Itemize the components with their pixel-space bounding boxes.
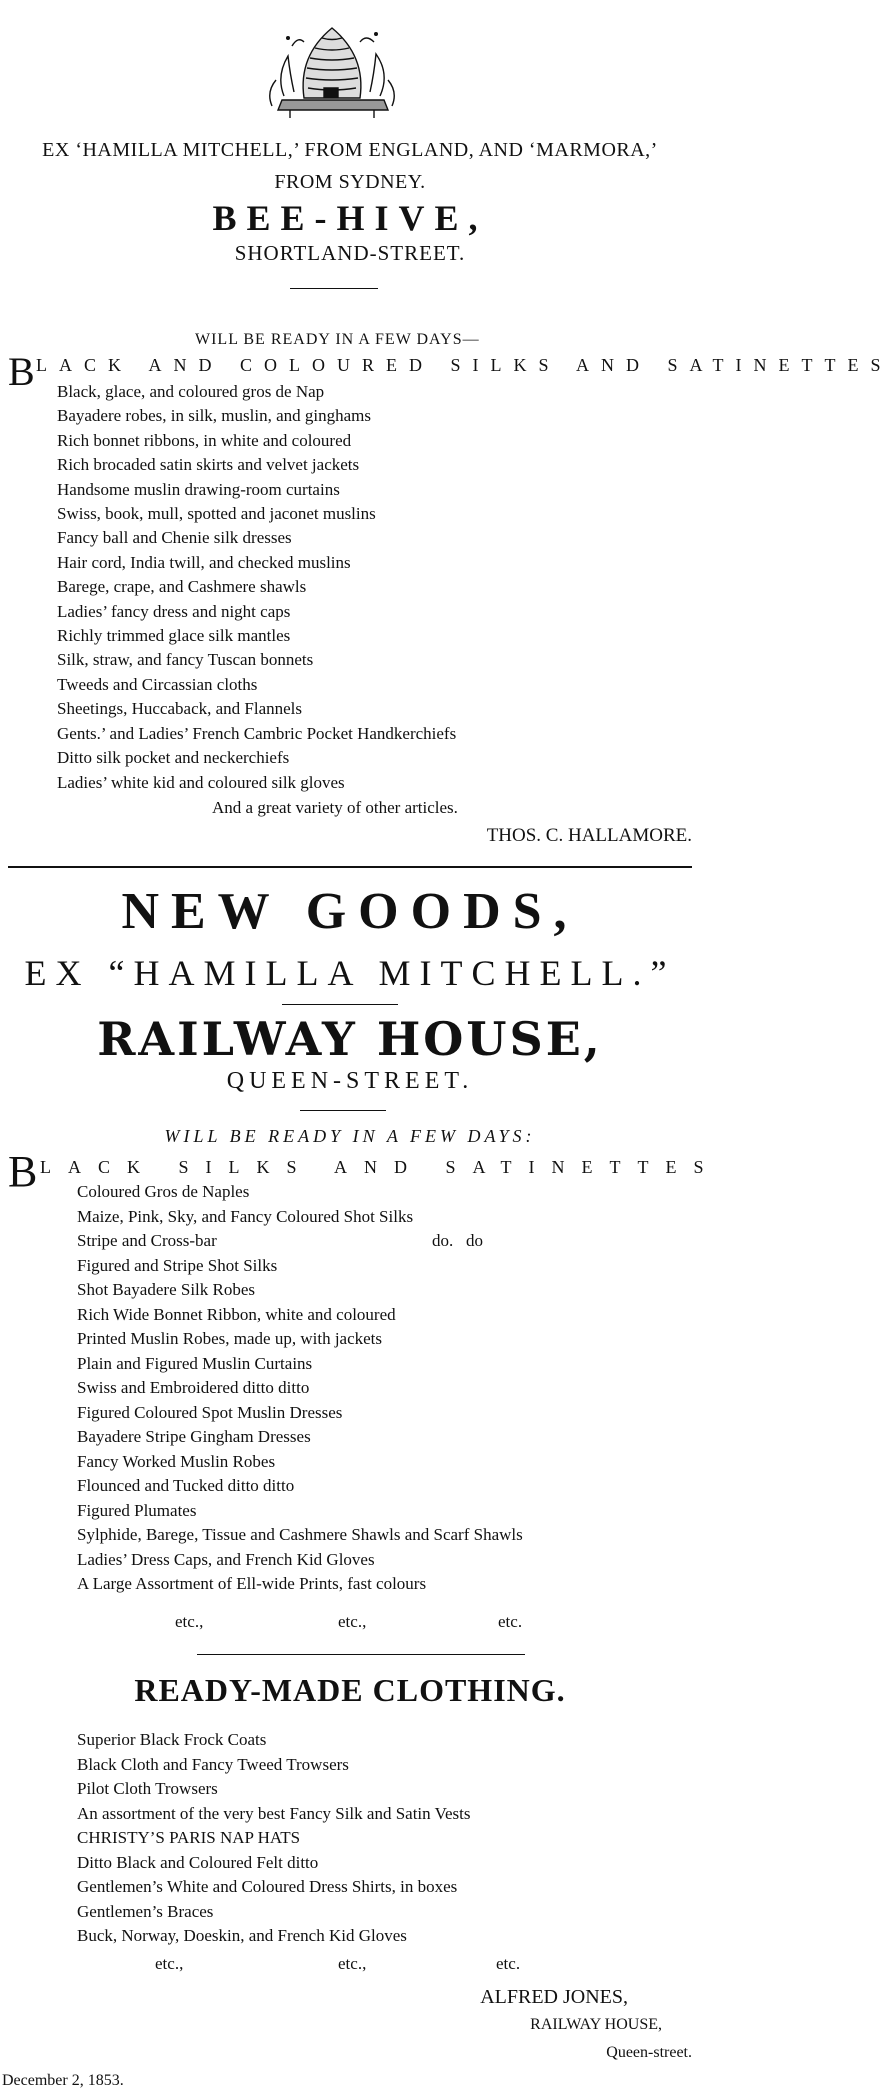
railway-etc-2: etc., xyxy=(338,1612,367,1631)
signature-house: RAILWAY HOUSE, xyxy=(530,2016,662,2033)
list-item: Buck, Norway, Doeskin, and French Kid Gloves xyxy=(77,1926,407,1945)
list-item: Swiss and Embroidered ditto ditto xyxy=(77,1378,310,1397)
bee-hive-signature: THOS. C. HALLAMORE. xyxy=(486,825,692,846)
clothing-etc-2: etc., xyxy=(338,1954,367,1973)
list-item: Plain and Figured Muslin Curtains xyxy=(77,1353,313,1373)
short-divider xyxy=(197,1654,525,1655)
list-item: An assortment of the very best Fancy Silk and Satin Vests xyxy=(77,1803,471,1823)
clothing-etc-1: etc., xyxy=(155,1954,184,1973)
railway-etc-1: etc., xyxy=(175,1612,204,1631)
list-item: Ditto Black and Coloured Felt ditto xyxy=(77,1852,319,1872)
list-item: Figured Plumates xyxy=(77,1500,197,1520)
list-item: Figured Coloured Spot Muslin Dresses xyxy=(77,1402,343,1422)
list-item: A Large Assortment of Ell-wide Prints, fast colours xyxy=(77,1574,427,1593)
clothing-title: READY-MADE CLOTHING. xyxy=(134,1672,566,1708)
list-item: Richly trimmed glace silk mantles xyxy=(57,626,291,646)
bee-hive-first-line: LACK AND COLOURED SILKS AND SATINETTES xyxy=(36,355,893,375)
list-item: Barege, crape, and Cashmere shawls xyxy=(57,577,307,597)
bee-hive-ready-notice: WILL BE READY IN A FEW DAYS— xyxy=(195,331,480,348)
clothing-item-list xyxy=(77,1728,470,1949)
list-item: Ladies’ white kid and coloured silk gloves xyxy=(57,772,345,792)
list-item: Ladies’ Dress Caps, and French Kid Gloves xyxy=(77,1549,375,1569)
bee-hive-header-2: FROM SYDNEY. xyxy=(274,171,426,193)
clothing-etc-3: etc. xyxy=(496,1954,521,1973)
list-item: Shot Bayadere Silk Robes xyxy=(77,1280,256,1299)
list-item: Rich Wide Bonnet Ribbon, white and coloured xyxy=(77,1304,396,1324)
list-item-text: Stripe and Cross-bar xyxy=(77,1231,217,1250)
beehive-emblem xyxy=(262,6,402,120)
list-item: Fancy ball and Chenie silk dresses xyxy=(57,528,292,548)
list-item: Printed Muslin Robes, made up, with jackets xyxy=(77,1329,383,1348)
railway-house-subtitle: QUEEN-STREET. xyxy=(226,1068,474,1094)
short-divider xyxy=(290,288,378,289)
list-item: CHRISTY’S PARIS NAP HATS xyxy=(77,1828,301,1847)
bee-hive-header: EX ‘HAMILLA MITCHELL,’ FROM ENGLAND, AND ‘MARMORA,’ xyxy=(42,139,658,161)
list-item: Rich bonnet ribbons, in white and coloured xyxy=(57,430,352,450)
list-item: Gents.’ and Ladies’ French Cambric Pocket Handkerchiefs xyxy=(57,723,457,743)
list-item: Hair cord, India twill, and checked muslins xyxy=(57,552,351,572)
list-item: Swiss, book, mull, spotted and jaconet muslins xyxy=(57,504,376,524)
railway-first-line: LACK SILKS AND SATINETTES xyxy=(40,1157,721,1177)
list-item: Maize, Pink, Sky, and Fancy Coloured Shot Silks xyxy=(77,1206,414,1226)
railway-item-list xyxy=(77,1180,523,1597)
list-item: Ladies’ fancy dress and night caps xyxy=(57,601,291,621)
list-item: Rich brocaded satin skirts and velvet jackets xyxy=(57,455,360,475)
list-item: Handsome muslin drawing-room curtains xyxy=(57,479,340,499)
list-item: Pilot Cloth Trowsers xyxy=(77,1779,218,1798)
short-divider xyxy=(300,1110,386,1111)
list-item: Superior Black Frock Coats xyxy=(77,1730,267,1749)
short-divider xyxy=(282,1004,398,1005)
new-goods-subheadline: EX “HAMILLA MITCHELL.” xyxy=(24,953,676,993)
signature-street: Queen-street. xyxy=(606,2044,692,2061)
bee-hive-drop-cap: B xyxy=(8,349,35,394)
list-item: Gentlemen’s White and Coloured Dress Shirts, in boxes xyxy=(77,1877,458,1896)
railway-house-title: RAILWAY HOUSE, xyxy=(97,1012,603,1066)
list-item: Black Cloth and Fancy Tweed Trowsers xyxy=(77,1754,349,1774)
new-goods-headline: NEW GOODS, xyxy=(121,883,579,940)
list-item: Flounced and Tucked ditto ditto xyxy=(77,1476,295,1495)
list-item: Sheetings, Huccaback, and Flannels xyxy=(57,699,303,719)
list-item: Black, glace, and coloured gros de Nap xyxy=(57,382,325,401)
list-item: Coloured Gros de Naples xyxy=(77,1182,250,1201)
list-item xyxy=(77,1229,523,1254)
railway-etc-3: etc. xyxy=(498,1612,523,1631)
bee-hive-variety-line: And a great variety of other articles. xyxy=(212,798,458,817)
list-item: Sylphide, Barege, Tissue and Cashmere Shawls and Scarf Shawls xyxy=(77,1525,523,1544)
bee-hive-item-list xyxy=(57,380,456,795)
bee-hive-subtitle: SHORTLAND-STREET. xyxy=(234,241,466,265)
signature-name: ALFRED JONES, xyxy=(480,1986,628,2008)
list-item: Fancy Worked Muslin Robes xyxy=(77,1451,276,1471)
list-item: Gentlemen’s Braces xyxy=(77,1901,214,1921)
railway-ready-notice: WILL BE READY IN A FEW DAYS: xyxy=(164,1126,536,1146)
publication-date: December 2, 1853. xyxy=(2,2072,124,2089)
list-item: Figured and Stripe Shot Silks xyxy=(77,1255,278,1275)
list-item: Bayadere Stripe Gingham Dresses xyxy=(77,1427,311,1446)
list-item: Tweeds and Circassian cloths xyxy=(57,674,258,694)
list-item: Silk, straw, and fancy Tuscan bonnets xyxy=(57,650,314,670)
list-item: Bayadere robes, in silk, muslin, and ginghams xyxy=(57,406,371,426)
ditto-marks: do. do xyxy=(432,1231,483,1250)
list-item: Ditto silk pocket and neckerchiefs xyxy=(57,748,290,768)
railway-drop-cap: B xyxy=(8,1147,38,1196)
section-divider xyxy=(8,866,692,868)
bee-hive-title: BEE-HIVE, xyxy=(212,198,488,238)
